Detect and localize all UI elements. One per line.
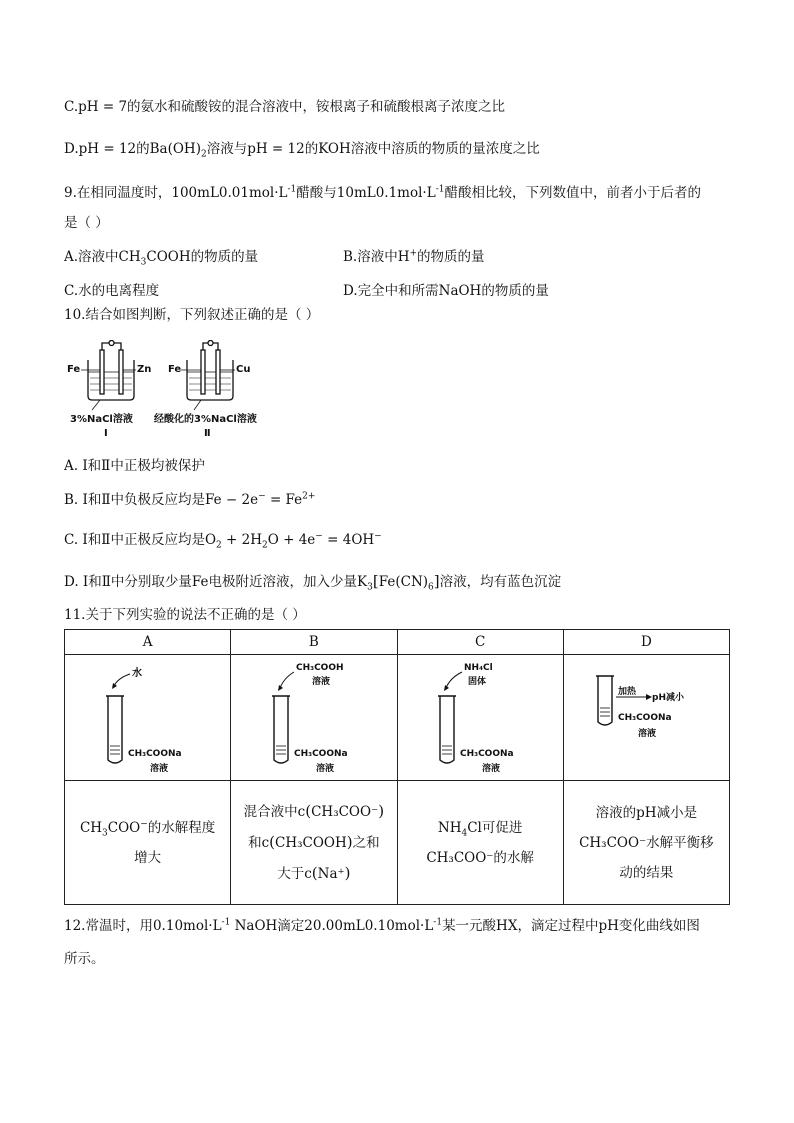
q10-option-b: B. Ⅰ和Ⅱ中负极反应均是$Fe - 2e^- = Fe^{2+}$ xyxy=(64,491,316,508)
table-header-row xyxy=(65,630,730,655)
q9-stem-line2: 是（ ） xyxy=(64,215,109,231)
cell-two xyxy=(187,341,233,411)
diagram-a xyxy=(65,655,231,781)
q12-stem-line2: 所示。 xyxy=(64,951,105,967)
q9-option-a: A.溶液中$CH_3COOH$的物质的量 xyxy=(64,249,259,268)
svg-text:CH₃COONa: CH₃COONa xyxy=(618,712,672,723)
q9-option-c: C.水的电离程度 xyxy=(64,283,160,299)
svg-text:溶液: 溶液 xyxy=(638,728,657,739)
svg-text:溶液: 溶液 xyxy=(311,676,330,687)
cell-one xyxy=(88,341,134,411)
q10-stem: 10.结合如图判断，下列叙述正确的是（ ） xyxy=(64,307,320,323)
header-c: C xyxy=(397,630,563,655)
svg-text:水: 水 xyxy=(131,667,142,679)
diagram-b xyxy=(231,655,397,781)
svg-text:溶液: 溶液 xyxy=(149,763,168,774)
q11-stem: 11.关于下列实验的说法不正确的是（ ） xyxy=(64,607,306,623)
svg-text:CH₃COOH: CH₃COOH xyxy=(295,662,344,673)
diagram-c xyxy=(397,655,563,781)
q9-option-d: D.完全中和所需NaOH的物质的量 xyxy=(343,283,549,299)
q11-experiment-table xyxy=(64,629,730,905)
cell2-caption: 经酸化的3%NaCl溶液 xyxy=(154,414,257,425)
cell1-right-metal: Zn xyxy=(137,364,152,375)
diagram-d xyxy=(563,655,729,781)
svg-text:NH₄Cl: NH₄Cl xyxy=(464,662,493,673)
svg-text:CH₃COONa: CH₃COONa xyxy=(460,748,514,759)
q9-option-b: B.溶液中H+的物质的量 xyxy=(343,248,485,265)
conclusion-a: $CH_3COO^-$的水解程度 增大 xyxy=(65,781,231,905)
q9-stem: 9.在相同温度时，$100mL0.01mol\cdot L^{-1}$醋酸与$10mL0.1mol\cdot L^{-1}$醋酸相比较，下列数值中，前者小于后者的 xyxy=(64,184,701,201)
cell2-right-metal: Cu xyxy=(236,364,251,375)
conclusion-c: $NH_4Cl$可促进 CH₃COO⁻的水解 xyxy=(397,781,563,905)
cell1-caption: 3%NaCl溶液 xyxy=(70,414,133,425)
q8-option-d: D.pH = 12的$Ba(OH)_2$溶液与pH = 12的KOH溶液中溶质的物质的量浓度之比 xyxy=(64,141,540,160)
q12-stem: 12.常温时，用$0.10mol\cdot L^{-1}$ NaOH滴定$20.00mL0.10mol\cdot L^{-1}$某一元酸HX，滴定过程中pH变化曲线如图 xyxy=(64,917,700,934)
test-tube-c xyxy=(400,656,560,776)
cell2-roman: Ⅱ xyxy=(204,428,211,439)
svg-text:溶液: 溶液 xyxy=(482,763,501,774)
conclusion-b: 混合液中c(CH₃COO⁻) 和c(CH₃COOH)之和 大于c(Na⁺) xyxy=(231,781,397,905)
header-b: B xyxy=(231,630,397,655)
header-a: A xyxy=(65,630,231,655)
svg-text:固体: 固体 xyxy=(468,676,487,687)
test-tube-a xyxy=(68,656,228,776)
test-tube-b xyxy=(234,656,394,776)
svg-text:溶液: 溶液 xyxy=(315,763,334,774)
cell1-left-metal: Fe xyxy=(67,364,81,375)
cell2-left-metal: Fe xyxy=(168,364,182,375)
q10-option-a: A. Ⅰ和Ⅱ中正极均被保护 xyxy=(64,458,205,474)
table-diagram-row xyxy=(65,655,730,781)
header-d: D xyxy=(563,630,729,655)
svg-text:pH减小: pH减小 xyxy=(652,692,685,703)
conclusion-d: 溶液的pH减小是 CH₃COO⁻水解平衡移 动的结果 xyxy=(563,781,729,905)
table-conclusion-row xyxy=(65,781,730,905)
q10-option-c: C. Ⅰ和Ⅱ中正极反应均是$O_2 + 2H_2O + 4e^- = 4OH^-$ xyxy=(64,531,382,551)
svg-text:CH₃COONa: CH₃COONa xyxy=(127,748,182,759)
q10-option-d: D. Ⅰ和Ⅱ中分别取少量Fe电极附近溶液，加入少量$K_3[Fe(CN)_6]$溶液，均有蓝色沉淀 xyxy=(64,572,562,593)
svg-text:加热: 加热 xyxy=(618,686,637,697)
test-tube-d xyxy=(566,656,726,776)
q8-option-c: C.pH = 7的氨水和硫酸铵的混合溶液中，铵根离子和硫酸根离子浓度之比 xyxy=(64,99,506,115)
svg-text:CH₃COONa: CH₃COONa xyxy=(293,748,348,759)
galvanic-cell-figure xyxy=(64,340,284,440)
cell1-roman: Ⅰ xyxy=(104,428,108,439)
